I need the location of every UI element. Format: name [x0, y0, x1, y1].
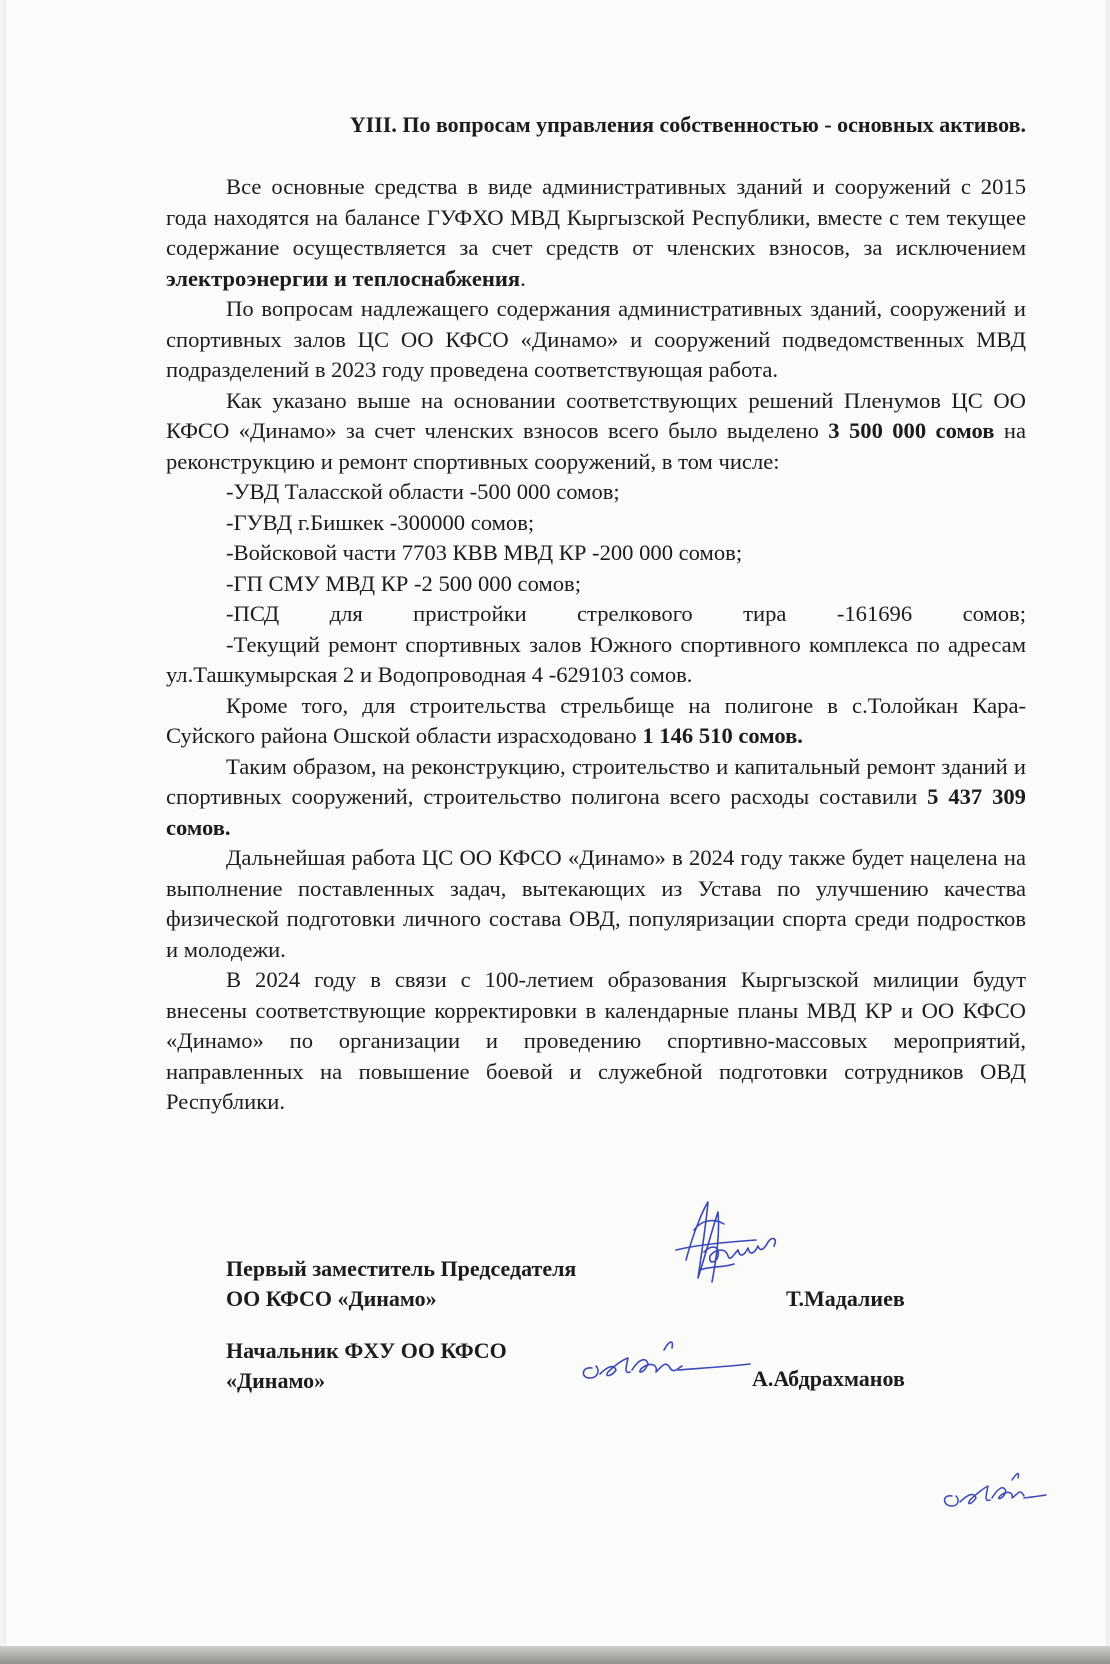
- paragraph-total: [166, 752, 1026, 844]
- paragraph-future-work: Дальнейшая работа ЦС ОО КФСО «Динамо» в 2024 году также будет нацелена на выполнение поставленных задач, вытекающих из Устава по улучшению качества физической подготовки личного состава ОВД, популяризации спорта среди подростков и молодежи.: [166, 845, 1026, 962]
- signature-first-image: [646, 1190, 796, 1295]
- signer-name-first: Т.Мадалиев: [786, 1286, 905, 1311]
- paragraph-text-end: на реконструкцию и ремонт спортивных сооружений, в том числе:: [166, 418, 1026, 474]
- paragraph-repair: -Текущий ремонт спортивных залов Южного спортивного комплекса по адресам ул.Ташкумырская 2 и Водопроводная 4 -629103 сомов.: [166, 631, 1026, 687]
- position-line: ОО КФСО «Динамо»: [226, 1286, 437, 1311]
- document-body: [166, 172, 1026, 1118]
- position-line: Первый заместитель Председателя: [226, 1256, 577, 1281]
- list-item: -ПСД для пристройки стрелкового тира -161696 сомов;: [226, 601, 1026, 626]
- page-edge-shadow: [0, 1646, 1110, 1664]
- allocated-amount: 3 500 000 сомов: [828, 418, 995, 443]
- document-page: [6, 0, 1106, 1646]
- signer-position-second: [226, 1336, 507, 1396]
- paragraph-text: Все основные средства в виде административных зданий и сооружений с 2015 года находятся на балансе ГУФХО МВД Кыргызской Республики, вместе с тем текущее содержание осуществляется за счет средств от членских взносов, за исключением: [166, 174, 1026, 260]
- paragraph-allocation: [166, 386, 1026, 478]
- list-item: -Войсковой части 7703 КВВ МВД КР -200 000 сомов;: [226, 540, 743, 565]
- paragraph-text: Таким образом, на реконструкцию, строительство и капитальный ремонт зданий и спортивных сооружений, строительство полигона всего расходы составили: [166, 753, 1026, 809]
- position-line: «Динамо»: [226, 1368, 326, 1393]
- list-item: -ГУВД г.Бишкек -300000 сомов;: [226, 509, 535, 535]
- emphasis-text: электроэнергии и теплоснабжения: [166, 265, 521, 291]
- initials-mark-image: [940, 1466, 1050, 1516]
- paragraph-shooting-range: [166, 691, 1026, 752]
- list-item: -ГП СМУ МВД КР -2 500 000 сомов;: [226, 570, 581, 596]
- list-item: -УВД Таласской области -500 000 сомов;: [226, 479, 620, 504]
- spent-amount: 1 146 510 сомов.: [642, 723, 803, 748]
- section-title: YIII. По вопросам управления собственностью - основных активов.: [349, 112, 1026, 137]
- paragraph-text: Кроме того, для строительства стрельбище на полигоне в с.Толойкан Кара-Суйского района Ошской области израсходовано: [166, 692, 1026, 748]
- paragraph-text: Как указано выше на основании соответствующих решений Пленумов ЦС ОО КФСО «Динамо» за счет членских взносов всего было выделено: [166, 387, 1026, 443]
- paragraph-maintenance: По вопросам надлежащего содержания административных зданий, сооружений и спортивных залов ЦС ОО КФСО «Динамо» и сооружений подведомственных МВД подразделений в 2023 году проведена соответствующая работа.: [166, 296, 1026, 382]
- paragraph-anniversary: В 2024 году в связи с 100-летием образования Кыргызской милиции будут внесены соответствующие корректировки в календарные планы МВД КР и ОО КФСО «Динамо» по организации и проведению спортивно-массовых мероприятий, направленных на повышение боевой и служебной подготовки сотрудников ОВД Республики.: [166, 967, 1026, 1114]
- signer-name-second: А.Абдрахманов: [752, 1366, 905, 1391]
- position-line: Начальник ФХУ ОО КФСО: [226, 1338, 507, 1363]
- paragraph-fixed-assets: [166, 172, 1026, 294]
- signature-second-image: [574, 1330, 754, 1390]
- paragraph-text-end: .: [520, 265, 526, 291]
- total-amount: 5 437 309 сомов.: [166, 784, 1026, 840]
- signer-position-first: [226, 1254, 576, 1314]
